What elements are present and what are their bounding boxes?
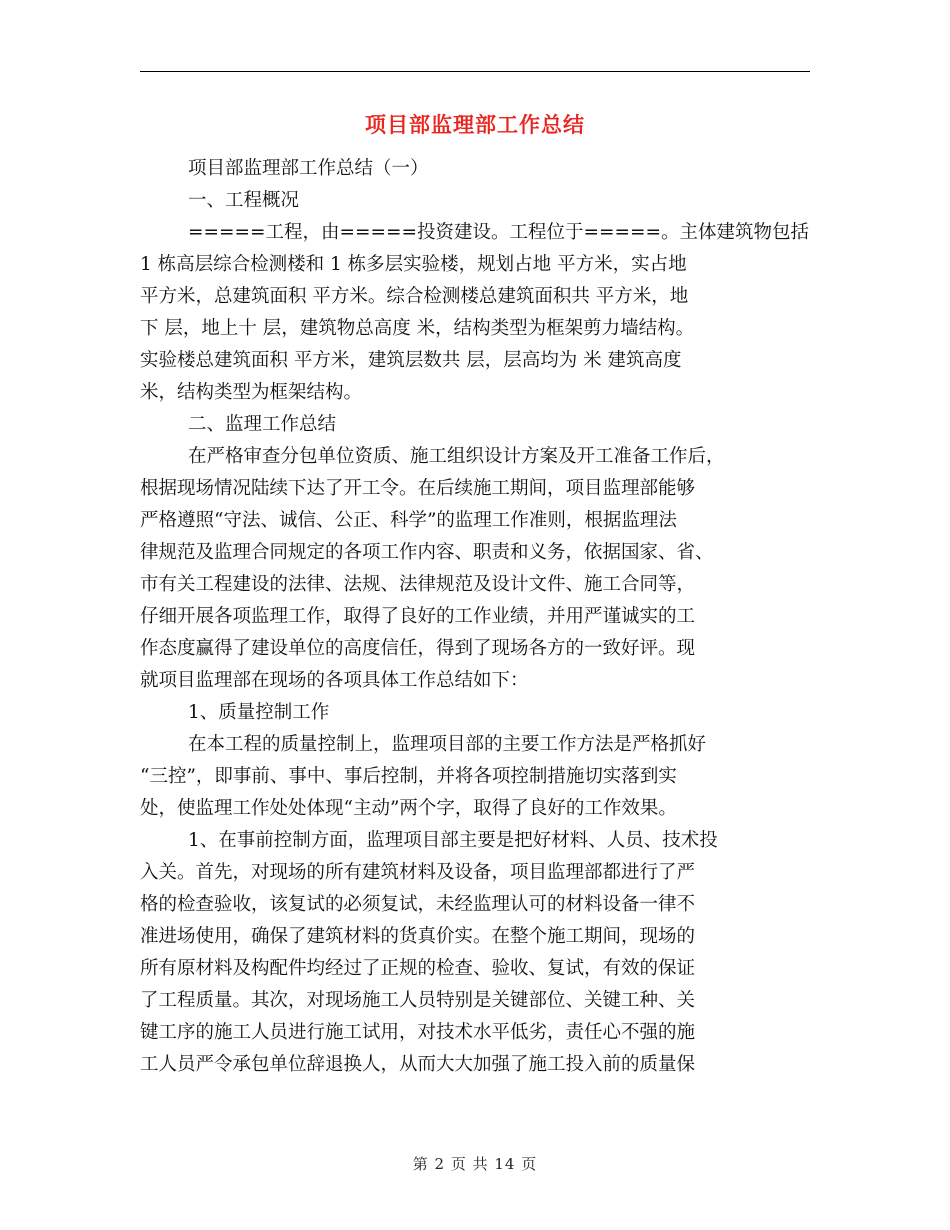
text-line: =====工程，由=====投资建设。工程位于=====。主体建筑物包括 — [188, 222, 810, 243]
text-line: 实验楼总建筑面积 平方米，建筑层数共 层，层高均为 米 建筑高度 — [140, 350, 682, 371]
text-line: 律规范及监理合同规定的各项工作内容、职责和义务，依据国家、省、 — [140, 542, 714, 563]
page-number-footer: 第 2 页 共 14 页 — [412, 1155, 538, 1173]
text-line: 准进场使用，确保了建筑材料的货真价实。在整个施工期间，现场的 — [140, 926, 696, 947]
text-line: “三控”，即事前、事中、事后控制，并将各项控制措施切实落到实 — [140, 766, 677, 787]
text-line: 项目部监理部工作总结（一） — [188, 158, 429, 179]
text-line: 根据现场情况陆续下达了开工令。在后续施工期间，项目监理部能够 — [140, 478, 696, 499]
text-line: 所有原材料及构配件均经过了正规的检查、验收、复试，有效的保证 — [140, 958, 696, 979]
text-line: 1、在事前控制方面，监理项目部主要是把好材料、人员、技术投 — [188, 830, 718, 851]
text-line: 就项目监理部在现场的各项具体工作总结如下： — [140, 670, 529, 691]
document-body — [140, 153, 810, 1081]
text-line: 了工程质量。其次，对现场施工人员特别是关键部位、关键工种、关 — [140, 990, 696, 1011]
text-line: 市有关工程建设的法律、法规、法律规范及设计文件、施工合同等， — [140, 574, 696, 595]
text-line: 1、质量控制工作 — [188, 702, 330, 723]
text-line: 工人员严令承包单位辞退换人，从而大大加强了施工投入前的质量保 — [140, 1054, 696, 1075]
text-line: 1 栋高层综合检测楼和 1 栋多层实验楼，规划占地 平方米，实占地 — [140, 254, 687, 275]
text-line: 格的检查验收，该复试的必须复试，未经监理认可的材料设备一律不 — [140, 894, 696, 915]
header-rule — [140, 71, 810, 72]
document-title: 项目部监理部工作总结 — [365, 112, 585, 137]
text-line: 米，结构类型为框架结构。 — [140, 382, 363, 403]
text-line: 一、工程概况 — [188, 190, 300, 211]
text-line: 在本工程的质量控制上，监理项目部的主要工作方法是严格抓好 — [188, 734, 707, 755]
text-line: 平方米，总建筑面积 平方米。综合检测楼总建筑面积共 平方米，地 — [140, 286, 689, 307]
text-line: 处，使监理工作处处体现“主动”两个字，取得了良好的工作效果。 — [140, 798, 677, 819]
text-line: 二、监理工作总结 — [188, 414, 337, 435]
text-line: 仔细开展各项监理工作，取得了良好的工作业绩，并用严谨诚实的工 — [140, 606, 696, 627]
text-line: 入关。首先，对现场的所有建筑材料及设备，项目监理部都进行了严 — [140, 862, 696, 883]
text-line: 下 层，地上十 层，建筑物总高度 米，结构类型为框架剪力墙结构。 — [140, 318, 695, 339]
text-line: 键工序的施工人员进行施工试用，对技术水平低劣，责任心不强的施 — [140, 1022, 696, 1043]
text-line: 作态度赢得了建设单位的高度信任，得到了现场各方的一致好评。现 — [140, 638, 696, 659]
text-line: 严格遵照“守法、诚信、公正、科学”的监理工作准则，根据监理法 — [140, 510, 677, 531]
text-line: 在严格审查分包单位资质、施工组织设计方案及开工准备工作后， — [188, 446, 725, 467]
